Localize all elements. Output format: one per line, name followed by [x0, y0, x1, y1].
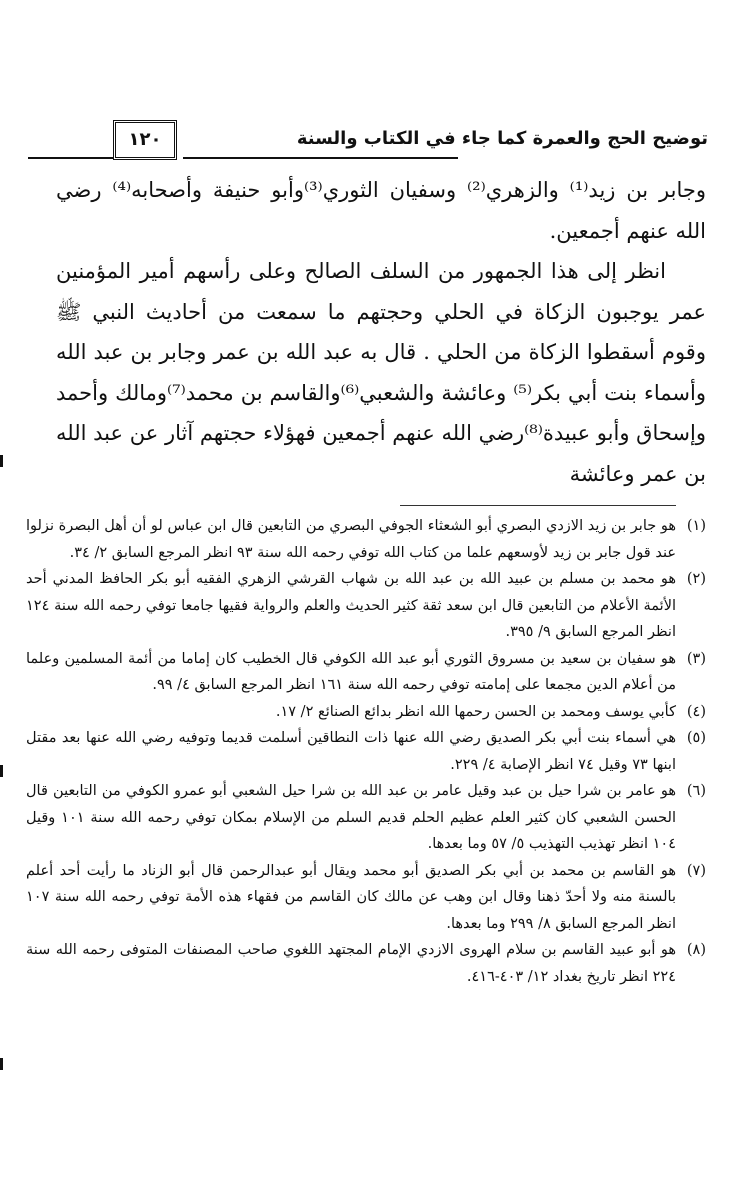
footnote-number: (٨) [686, 942, 706, 958]
footnote-separator [400, 505, 676, 506]
footnote-number: (١) [686, 518, 706, 534]
footnote-number: (٢) [686, 571, 706, 587]
footnote-text: هو القاسم بن محمد بن أبي بكر الصديق أبو محمد ويقال أبو عبدالرحمن قال أبو الزناد ما رأيت أحد أعلم بالسنة منه ولا أحدّ ذهنا وقال ابن وهب عن مالك كان القاسم من فقهاء هذه الأمة توفي رحمه الله سنة ١٠٧ انظر المرجع السابق ٨/ ٢٩٩ وما بعدها. [26, 862, 676, 932]
footnote-number: (٣) [686, 650, 706, 667]
page-number: ١٢٠ [113, 120, 177, 160]
edge-mark [0, 765, 3, 777]
running-title: توضيح الحج والعمرة كما جاء في الكتاب والسنة [296, 128, 708, 149]
header-rule [183, 157, 458, 159]
footnote-text: هو سفيان بن سعيد بن مسروق الثوري أبو عبد الله الكوفي قال الخطيب كان إماما من أئمة المسلمين وعلما من أعلام الدين مجمعا على إمامته توفي رحمه الله سنة ١٦١ انظر المرجع السابق ٤/ ٩٩. [26, 650, 676, 693]
running-header [28, 120, 708, 160]
footnote-2 [26, 566, 706, 646]
footnote-text: هو عامر بن شرا حيل بن عبد وقيل عامر بن عبد الله بن شرا حيل الشعبي أبو عمرو الكوفي من التابعين قال الحسن الشعبي كان كثير العلم عظيم الحلم قديم السلم من الإسلام بمكان توفي رحمه الله سنة ١٠١ وقيل ١٠٤ انظر تهذيب التهذيب ٥/ ٥٧ وما بعدها. [26, 783, 676, 852]
footnote-8 [26, 937, 706, 990]
footnote-7 [26, 858, 706, 938]
footnote-number: (٦) [686, 783, 706, 799]
footnote-number: (٤) [686, 703, 706, 720]
footnote-6 [26, 778, 706, 858]
main-text [56, 170, 706, 494]
footnote-text: كأبي يوسف ومحمد بن الحسن رحمها الله انظر بدائع الصنائع ٢/ ١٧. [275, 703, 676, 720]
footnote-text: هي أسماء بنت أبي بكر الصديق رضي الله عنها ذات النطاقين أسلمت قديما وتوفيه رضي الله عنها بعد مقتل ابنها ٧٣ وقيل ٧٤ انظر الإصابة ٤/ ٢٢٩. [26, 730, 676, 773]
edge-mark [0, 455, 3, 467]
paragraph-2: انظر إلى هذا الجمهور من السلف الصالح وعلى رأسهم أمير المؤمنين عمر يوجبون الزكاة في الحلي وحجتهم ما سمعت من أحاديث النبي ﷺ وقوم أسقطوا الزكاة من الحلي . قال به عبد الله بن عمر وجابر بن عبد الله وأسماء بنت أبي بكر⁽⁵⁾ وعائشة والشعبي⁽⁶⁾والقاسم بن محمد⁽⁷⁾ومالك وأحمد وإسحاق وأبو عبيدة⁽⁸⁾رضي الله عنهم أجمعين فهؤلاء حجتهم آثار عن عبد الله بن عمر وعائشة [56, 259, 707, 486]
footnote-text: هو جابر بن زيد الازدي البصري أبو الشعثاء الجوفي البصري من التابعين قال ابن عباس لو أن أهل البصرة نزلوا عند قول جابر بن زيد لأوسعهم علما من كتاب الله توفي رحمه الله سنة ٩٣ انظر المرجع السابق ٢/ ٣٤. [26, 518, 676, 561]
header-rule-left [28, 157, 113, 159]
edge-mark [0, 1058, 3, 1070]
footnote-text: هو محمد بن مسلم بن عبيد الله بن عبد الله بن شهاب القرشي الزهري الفقيه أبو بكر الحافظ المدني أحد الأئمة الأعلام من التابعين قال ابن سعد ثقة كثير الحديث والعلم والرواية فقيها جامعا توفي رحمه الله سنة ١٢٤ انظر المرجع السابق ٩/ ٣٩٥. [26, 571, 676, 640]
footnote-text: هو أبو عبيد القاسم بن سلام الهروى الازدي الإمام المجتهد اللغوي صاحب المصنفات المتوفى رحمه الله سنة ٢٢٤ انظر تاريخ بغداد ١٢/ ٤٠٣-٤١٦. [26, 942, 676, 985]
footnote-4 [26, 699, 706, 726]
footnotes [26, 513, 706, 990]
footnote-number: (٥) [686, 730, 706, 746]
paragraph-1: وجابر بن زيد⁽¹⁾ والزهري⁽²⁾ وسفيان الثوري⁽³⁾وأبو حنيفة وأصحابه⁽⁴⁾ رضي الله عنهم أجمعين. [56, 178, 706, 243]
footnote-3 [26, 646, 706, 699]
footnote-number: (٧) [686, 862, 706, 879]
footnote-5 [26, 725, 706, 778]
footnote-1 [26, 513, 706, 566]
